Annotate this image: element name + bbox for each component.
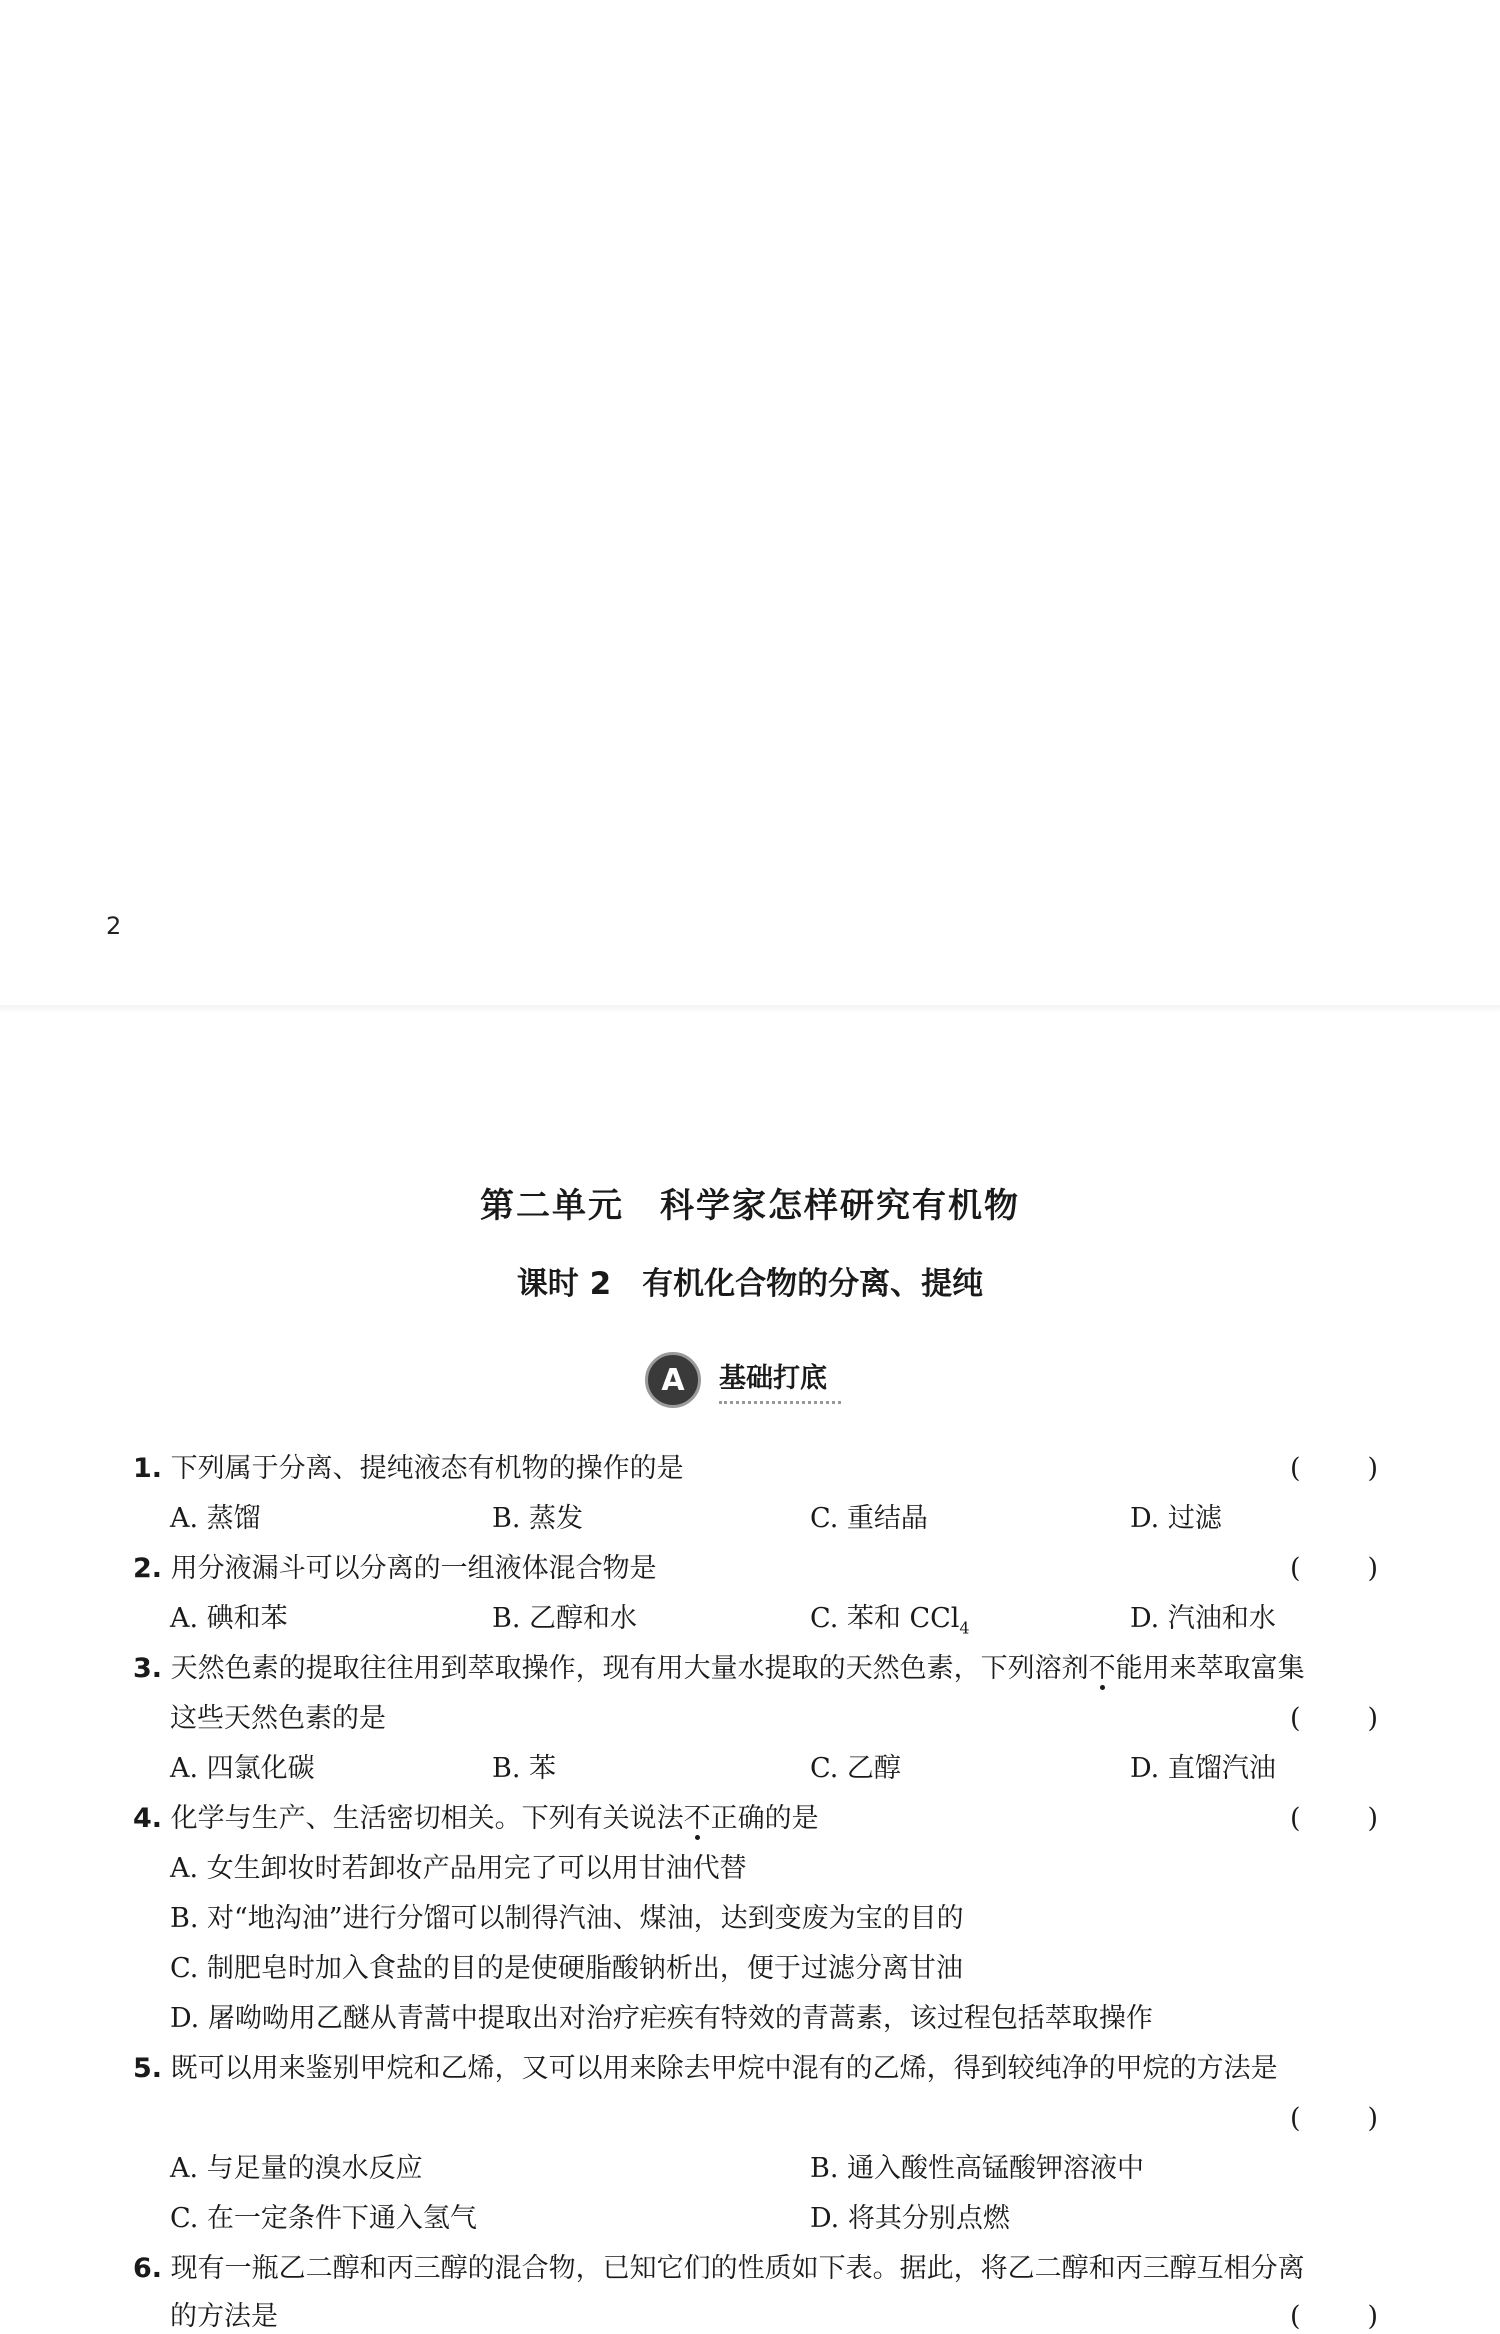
question-text: 用分液漏斗可以分离的一组液体混合物是 [170,1553,657,1584]
question-text: 既可以用来鉴别甲烷和乙烯，又可以用来除去甲烷中混有的乙烯，得到较纯净的甲烷的方法是 [170,2053,1278,2084]
question-text: 天然色素的提取往往用到萃取操作，现有用大量水提取的天然色素，下列溶剂 [170,1653,1089,1684]
option-c: C. 苯和 CCl$_4$ [810,1603,970,1638]
option-b: B. 对“地沟油”进行分馏可以制得汽油、煤油，达到变废为宝的目的 [170,1903,964,1934]
emphasis-mark: 不 [1088,1653,1116,1684]
option-a: A. 蒸馏 [170,1503,261,1534]
option-d: D. 直馏汽油 [1130,1753,1276,1784]
question-text: 现有一瓶乙二醇和丙三醇的混合物，已知它们的性质如下表。据此，将乙二醇和丙三醇互相分离 [170,2253,1305,2284]
question-number: 5. [133,2053,163,2084]
question-number: 1. [133,1453,163,1484]
question-6-line-2: 的方法是 [170,2301,278,2332]
question-number: 2. [133,1553,163,1584]
question-number: 6. [133,2253,163,2284]
answer-parentheses: ( ) [1290,2301,1378,2332]
option-b: B. 蒸发 [492,1503,584,1534]
answer-parentheses: ( ) [1290,1553,1378,1584]
question-text: 下列属于分离、提纯液态有机物的操作的是 [170,1453,684,1484]
question-number: 4. [133,1803,163,1834]
section-badge: A [645,1352,701,1408]
section-header [645,1350,841,1410]
question-3: 3. 天然色素的提取往往用到萃取操作，现有用大量水提取的天然色素，下列溶剂不能用来萃取富集 [133,1653,1305,1684]
question-text: 化学与生产、生活密切相关。下列有关说法 [170,1803,684,1834]
question-2 [133,1552,657,1586]
question-3-line-2: 这些天然色素的是 [170,1703,386,1734]
option-d: D. 过滤 [1130,1503,1222,1534]
previous-page-area [0,0,1500,1005]
option-a: A. 碘和苯 [170,1603,288,1634]
answer-parentheses: ( ) [1290,2103,1378,2134]
answer-parentheses: ( ) [1290,1703,1378,1734]
option-a: A. 女生卸妆时若卸妆产品用完了可以用甘油代替 [170,1853,747,1884]
section-label: 基础打底 [719,1356,841,1404]
option-b: B. 通入酸性高锰酸钾溶液中 [810,2153,1145,2184]
page-number: 2 [106,912,122,940]
option-a: A. 四氯化碳 [170,1753,315,1784]
answer-parentheses: ( ) [1290,1453,1378,1484]
question-4: 4. 化学与生产、生活密切相关。下列有关说法不正确的是 [133,1803,819,1834]
option-a: A. 与足量的溴水反应 [170,2153,423,2184]
option-c: C. 重结晶 [810,1503,928,1534]
emphasis-mark: 不 [683,1803,711,1834]
option-d: D. 屠呦呦用乙醚从青蒿中提取出对治疗疟疾有特效的青蒿素，该过程包括萃取操作 [170,2003,1153,2034]
option-c: C. 在一定条件下通入氢气 [170,2203,477,2234]
unit-title: 第二单元 科学家怎样研究有机物 [480,1186,1020,1226]
question-1 [133,1452,684,1486]
option-d: D. 将其分别点燃 [810,2203,1010,2234]
lesson-title: 课时 2 有机化合物的分离、提纯 [516,1266,984,1302]
question-number: 3. [133,1653,163,1684]
option-b: B. 苯 [492,1753,557,1784]
question-6 [133,2252,1305,2286]
option-d: D. 汽油和水 [1130,1603,1276,1634]
page-divider [0,1005,1500,1013]
answer-parentheses: ( ) [1290,1803,1378,1834]
option-b: B. 乙醇和水 [492,1603,638,1634]
question-5 [133,2052,1278,2086]
option-c: C. 乙醇 [810,1753,901,1784]
option-c: C. 制肥皂时加入食盐的目的是使硬脂酸钠析出，便于过滤分离甘油 [170,1953,963,1984]
